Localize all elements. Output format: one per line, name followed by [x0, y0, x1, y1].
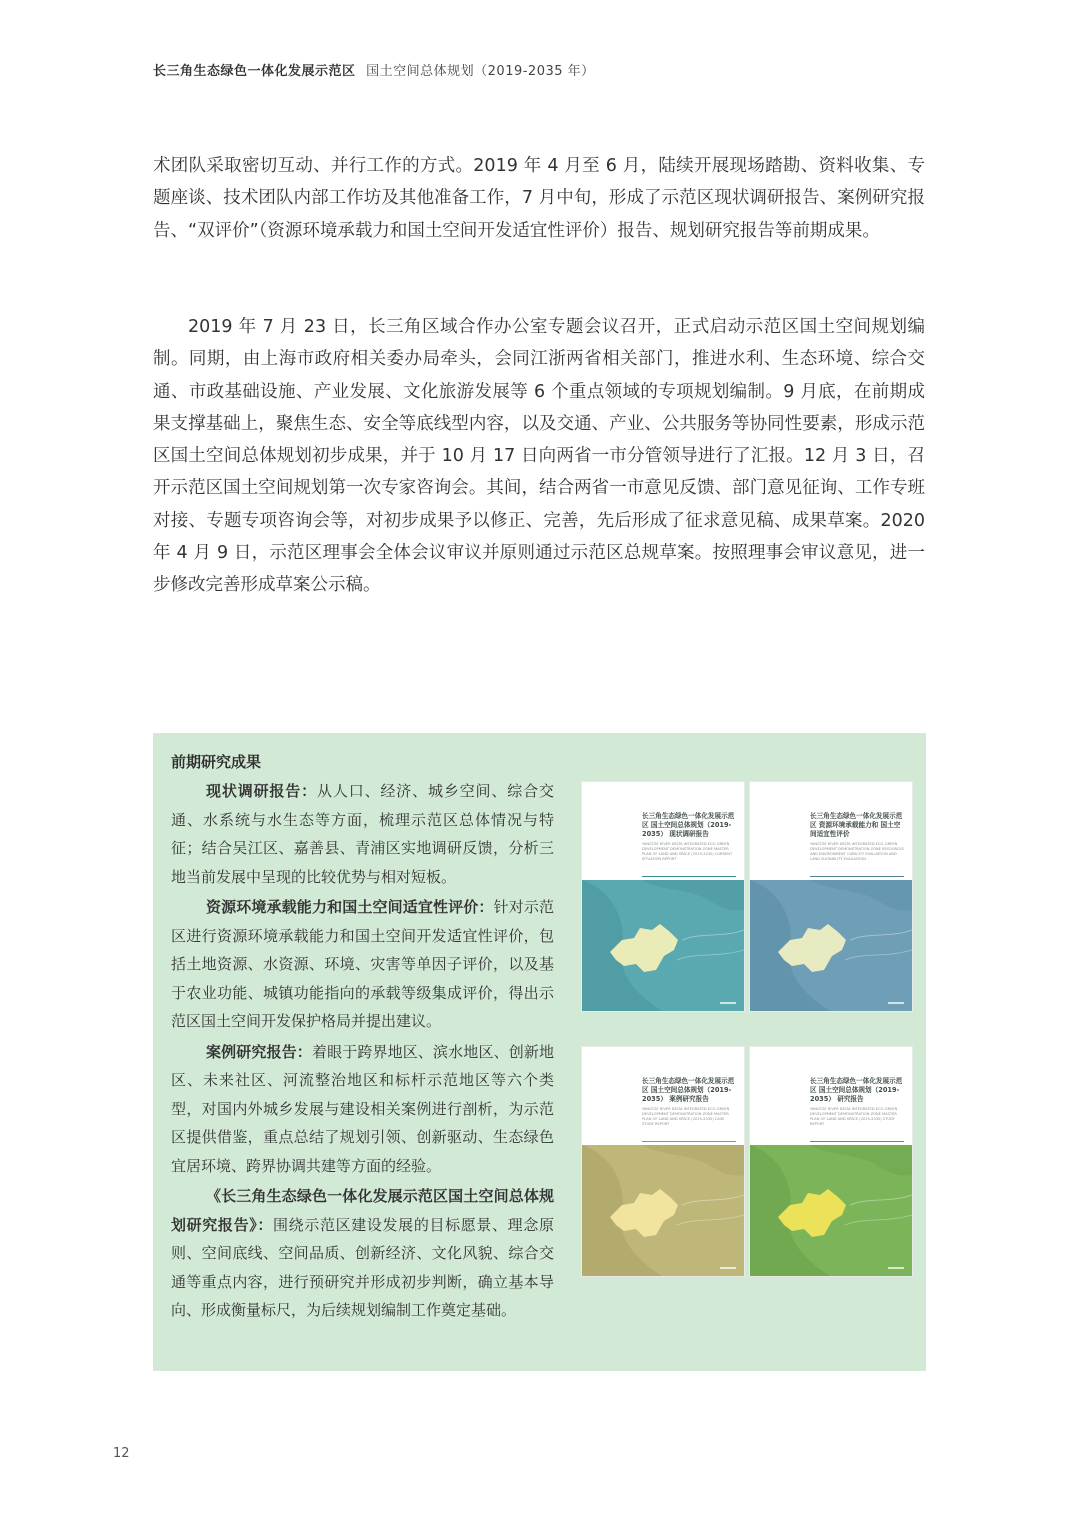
cover-subtitle: YANGTZE RIVER DELTA INTEGRATED ECO-GREEN DEVELOPMENT DEMONSTRATION ZONE MASTER PLAN OF LAND AND SPACE (2019-2035) STUDY REPORT [810, 1107, 898, 1126]
cover-footer-mark [888, 1002, 904, 1004]
header-title-light: 国土空间总体规划（2019-2035 年） [366, 64, 595, 79]
cover-footer-mark [888, 1267, 904, 1269]
cover-rule [810, 876, 904, 877]
report-cover-study-report [750, 1047, 912, 1276]
running-header [153, 60, 595, 79]
cover-rule [642, 1141, 736, 1142]
cover-rule [810, 1141, 904, 1142]
box-item-text: 围绕示范区建设发展的目标愿景、理念原则、空间底线、空间品质、创新经济、文化风貌、综合交通等重点内容，进行预研究并形成初步判断，确立基本导向、形成衡量标尺，为后续规划编制工作奠定基础。 [171, 1215, 554, 1319]
cover-title: 长三角生态绿色一体化发展示范区 国土空间总体规划（2019-2035） 案例研究报告 [642, 1077, 735, 1103]
box-text [171, 777, 554, 1327]
report-cover-current-situation [582, 782, 744, 1011]
page-number: 12 [113, 1446, 130, 1461]
cover-subtitle: YANGTZE RIVER DELTA INTEGRATED ECO-GREEN DEVELOPMENT DEMONSTRATION ZONE RESOURCES AND ENVIRONMENT CAPACITY EVALUATION AND LAND SUITABILITY EVALUATION [810, 842, 904, 861]
box-item [171, 777, 554, 891]
cover-footer-mark [720, 1267, 736, 1269]
box-item-label: 资源环境承载能力和国土空间适宜性评价： [206, 898, 494, 916]
box-item [171, 1182, 554, 1325]
box-title: 前期研究成果 [171, 753, 262, 771]
box-item-label: 案例研究报告： [206, 1042, 312, 1061]
box-item-label: 现状调研报告： [206, 782, 317, 800]
cover-map-image [582, 1145, 744, 1276]
cover-subtitle: YANGTZE RIVER DELTA INTEGRATED ECO-GREEN DEVELOPMENT DEMONSTRATION ZONE MASTER PLAN OF LAND AND SPACE (2019-2035) CASE STUDY REPORT [642, 1107, 730, 1126]
cover-title: 长三角生态绿色一体化发展示范区 资源环境承载能力和 国土空间适宜性评价 [810, 812, 903, 838]
report-cover-dual-evaluation [750, 782, 912, 1011]
cover-subtitle: YANGTZE RIVER DELTA INTEGRATED ECO-GREEN DEVELOPMENT DEMONSTRATION ZONE MASTER PLAN OF LAND AND SPACE (2019-2035) CURRENT SITUATION REPORT [642, 842, 733, 861]
cover-map-image [750, 880, 912, 1011]
cover-rule [642, 876, 736, 877]
report-cover-case-study [582, 1047, 744, 1276]
cover-map-image [750, 1145, 912, 1276]
body-paragraph-2: 2019 年 7 月 23 日，长三角区域合作办公室专题会议召开，正式启动示范区国土空间规划编制。同期，由上海市政府相关委办局牵头，会同江浙两省相关部门，推进水利、生态环境、综合交通、市政基础设施、产业发展、文化旅游发展等 6 个重点领域的专项规划编制。9 月底，在前期成果支撑基础上，聚焦生态、安全等底线型内容，以及交通、产业、公共服务等协同性要素，形成示范区国土空间总体规划初步成果，并于 10 月 17 日向两省一市分管领导进行了汇报。12 月 3 日，召开示范区国土空间规划第一次专家咨询会。其间，结合两省一市意见反馈、部门意见征询、工作专班对接、专题专项咨询会等，对初步成果予以修正、完善，先后形成了征求意见稿、成果草案。2020 年 4 月 9 日，示范区理事会全体会议审议并原则通过示范区总规草案。按照理事会审议意见，进一步修改完善形成草案公示稿。 [153, 317, 925, 596]
box-item [171, 1038, 554, 1181]
box-item-label: 《长三角生态绿色一体化发展示范区国土空间总体规划研究报告》： [171, 1187, 554, 1234]
box-item-text: 着眼于跨界地区、滨水地区、创新地区、未来社区、河流整治地区和标杆示范地区等六个类型，对国内外城乡发展与建设相关案例进行剖析，为示范区提供借鉴，重点总结了规划引领、创新驱动、生态绿色宜居环境、跨界协调共建等方面的经验。 [171, 1042, 554, 1175]
cover-title: 长三角生态绿色一体化发展示范区 国土空间总体规划（2019-2035） 现状调研报告 [642, 812, 735, 838]
box-item-text: 从人口、经济、城乡空间、综合交通、水系统与水生态等方面，梳理示范区总体情况与特征；结合吴江区、嘉善县、青浦区实地调研反馈，分析三地当前发展中呈现的比较优势与相对短板。 [171, 782, 554, 886]
box-item-text: 针对示范区进行资源环境承载能力和国土空间开发适宜性评价，包括土地资源、水资源、环境、灾害等单因子评价，以及基于农业功能、城镇功能指向的承载等级集成评价，得出示范区国土空间开发保护格局并提出建议。 [171, 898, 554, 1030]
box-item [171, 893, 554, 1036]
header-title-bold: 长三角生态绿色一体化发展示范区 [153, 64, 356, 79]
cover-footer-mark [720, 1002, 736, 1004]
body-paragraph-1: 术团队采取密切互动、并行工作的方式。2019 年 4 月至 6 月，陆续开展现场踏勘、资料收集、专题座谈、技术团队内部工作坊及其他准备工作，7 月中旬，形成了示范区现状调研报告、案例研究报告、“双评价”（资源环境承载力和国土空间开发适宜性评价）报告、规划研究报告等前期成果。 [153, 156, 925, 241]
cover-map-image [582, 880, 744, 1011]
cover-title: 长三角生态绿色一体化发展示范区 国土空间总体规划（2019-2035） 研究报告 [810, 1077, 903, 1103]
